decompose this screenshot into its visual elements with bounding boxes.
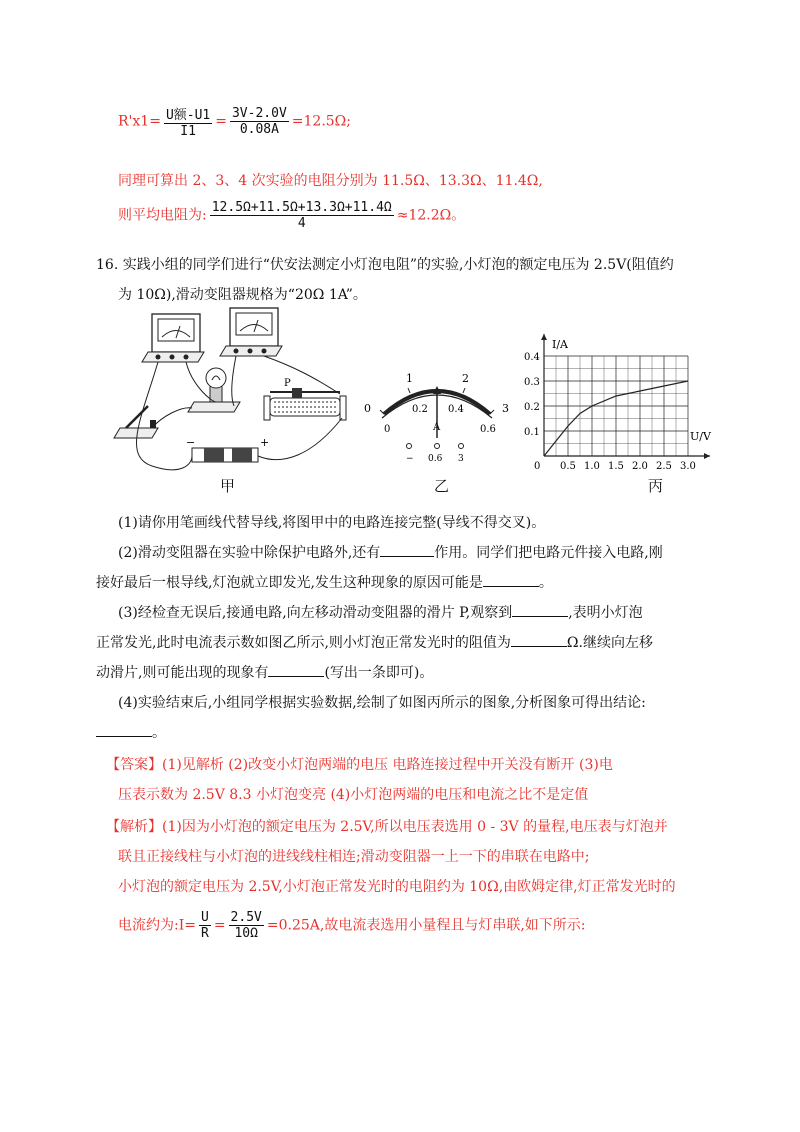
avg-fraction bbox=[210, 200, 394, 231]
analysis-f2-den: 10Ω bbox=[234, 926, 258, 941]
analysis-line4-suffix: =0.25A,故电流表选用小量程且与灯串联,如下所示: bbox=[266, 917, 586, 934]
analysis-line4: 电流约为:I= $\frac{U}{R}$ = $\frac{2.5V}{10\Omega}$ =0.25A,故电流表选用小量程且与灯串联,如下所示: bbox=[118, 910, 586, 941]
avg-prefix: 则平均电阻为: bbox=[118, 207, 207, 224]
formula1-result: =12.5Ω; bbox=[291, 113, 352, 130]
sub2-line2 bbox=[96, 572, 553, 592]
sub4-line1: (4)实验结束后,小组同学根据实验数据,绘制了如图丙所示的图象,分析图象可得出结论: bbox=[118, 695, 646, 711]
dial-top-3: 3 bbox=[502, 402, 509, 415]
formula-r-x1: R'x1= $\frac{\text{U额-U1}}{I1}$ = $\frac{3V-2.0V}{0.08A}$ =12.5Ω; bbox=[118, 106, 352, 139]
sub2d: 。 bbox=[538, 575, 553, 591]
analysis-line1: 【解析】(1)因为小灯泡的额定电压为 2.5V,所以电压表选用 0 - 3V 的量程,电压表与灯泡并 bbox=[106, 819, 668, 835]
dial-bot-2: 0.4 bbox=[448, 404, 464, 415]
terminal-3: 3 bbox=[458, 454, 464, 464]
formula1-den2: 0.08A bbox=[239, 122, 279, 137]
q16-line2: 为 10Ω),滑动变阻器规格为“20Ω 1A”。 bbox=[118, 287, 367, 303]
battery-device bbox=[186, 436, 269, 462]
sub1: (1)请你用笔画线代替导线,将图甲中的电路连接完整(导线不得交叉)。 bbox=[118, 515, 546, 531]
chart-xlabel: U/V bbox=[690, 430, 711, 443]
sub2a: (2)滑动变阻器在实验中除保护电路外,还有 bbox=[118, 545, 381, 561]
formula1-num: U额-U1 bbox=[164, 104, 212, 124]
sub3f: (写出一条即可)。 bbox=[324, 665, 434, 681]
avg-result: ≈12.2Ω。 bbox=[396, 207, 466, 224]
svg-text:−: − bbox=[186, 436, 196, 449]
svg-text:+: + bbox=[260, 436, 270, 449]
ammeter-device bbox=[142, 314, 204, 362]
formula1-fraction-a bbox=[164, 104, 212, 139]
formula1-den: I1 bbox=[180, 124, 196, 139]
caption-jia: 甲 bbox=[220, 477, 236, 495]
analysis-frac2 bbox=[229, 910, 264, 941]
y-tick-label: 0.4 bbox=[524, 352, 540, 363]
svg-text:−: − bbox=[406, 454, 414, 464]
dial-bot-0: 0 bbox=[384, 424, 391, 435]
sub3b: ,表明小灯泡 bbox=[568, 605, 643, 621]
answer-line2: 压表示数为 2.5V 8.3 小灯泡变亮 (4)小灯泡两端的电压和电流之比不是定值 bbox=[118, 787, 589, 803]
x-tick-label: 2.5 bbox=[656, 461, 672, 472]
y-tick-label: 0.2 bbox=[524, 402, 540, 413]
dial-bot-1: 0.2 bbox=[412, 404, 428, 415]
formula1-fraction-b bbox=[230, 106, 289, 137]
avg-num: 12.5Ω+11.5Ω+13.3Ω+11.4Ω bbox=[211, 200, 392, 215]
x-tick-label: 1.5 bbox=[608, 461, 624, 472]
figure-yi-ammeter-dial bbox=[362, 366, 512, 466]
figure-jia-circuit bbox=[112, 306, 362, 486]
dial-top-2: 2 bbox=[462, 372, 469, 385]
sub2-line1 bbox=[118, 542, 663, 562]
sub3c: 正常发光,此时电流表示数如图乙所示,则小灯泡正常发光时的阻值为 bbox=[96, 635, 511, 651]
blank-3a[interactable] bbox=[512, 616, 568, 617]
analysis-line2: 联且正接线柱与小灯泡的进线线柱相连;滑动变阻器一上一下的串联在电路中; bbox=[118, 849, 590, 865]
y-axis-arrow bbox=[541, 334, 547, 340]
caption-bing: 丙 bbox=[648, 477, 664, 495]
sub3-line3 bbox=[96, 662, 433, 682]
dial-bot-3: 0.6 bbox=[480, 424, 496, 435]
x-tick-label: 0 bbox=[534, 461, 541, 472]
formula1-num2: 3V-2.0V bbox=[231, 106, 287, 121]
rheostat-device bbox=[264, 378, 346, 420]
chart-ticks bbox=[524, 352, 696, 472]
answer-line1: 【答案】(1)见解析 (2)改变小灯泡两端的电压 电路连接过程中开关没有断开 (3)电 bbox=[106, 757, 613, 773]
blank-2b[interactable] bbox=[483, 586, 539, 587]
x-tick-label: 3.0 bbox=[680, 461, 696, 472]
blank-4[interactable] bbox=[96, 736, 152, 737]
blank-3b[interactable] bbox=[511, 646, 567, 647]
chart-axes bbox=[541, 334, 710, 459]
dial-top-1: 1 bbox=[406, 372, 413, 385]
x-tick-label: 0.5 bbox=[560, 461, 576, 472]
terminal-0.6: 0.6 bbox=[428, 454, 443, 464]
sub3e: 动滑片,则可能出现的现象有 bbox=[96, 665, 269, 681]
analysis-line3: 小灯泡的额定电压为 2.5V,小灯泡正常发光时的电阻约为 10Ω,由欧姆定律,灯正常发光时的 bbox=[118, 879, 676, 895]
sub3a: (3)经检查无误后,接通电路,向左移动滑动变阻器的滑片 P,观察到 bbox=[118, 605, 513, 621]
chart-grid bbox=[544, 356, 688, 456]
x-tick-label: 1.0 bbox=[584, 461, 600, 472]
figure-bing-iu-chart bbox=[518, 330, 718, 472]
blank-2a[interactable] bbox=[380, 556, 434, 557]
same-calc-line: 同理可算出 2、3、4 次实验的电阻分别为 11.5Ω、13.3Ω、11.4Ω, bbox=[118, 173, 543, 189]
dial-top-0: 0 bbox=[364, 402, 371, 415]
sub3d: Ω.继续向左移 bbox=[566, 635, 653, 651]
switch-device bbox=[114, 406, 158, 438]
formula1-lhs: R'x1= bbox=[118, 113, 161, 130]
sub4-line2 bbox=[96, 722, 166, 742]
average-formula bbox=[118, 200, 465, 231]
avg-den: 4 bbox=[297, 216, 306, 231]
svg-text:P: P bbox=[284, 378, 291, 389]
sub2c: 接好最后一根导线,灯泡就立即发光,发生这种现象的原因可能是 bbox=[96, 575, 483, 591]
chart-ylabel: I/A bbox=[552, 338, 568, 351]
q16-line1: 16. 实践小组的同学们进行“伏安法测定小灯泡电阻”的实验,小灯泡的额定电压为 2.5V(阻值约 bbox=[96, 257, 674, 273]
analysis-f1-num: U bbox=[200, 910, 209, 925]
dial-unit: A bbox=[433, 422, 441, 433]
sub2b: 作用。同学们把电路元件接入电路,刚 bbox=[434, 545, 663, 561]
analysis-f2-num: 2.5V bbox=[230, 910, 262, 925]
sub3-line2 bbox=[96, 632, 653, 652]
y-tick-label: 0.3 bbox=[524, 377, 540, 388]
blank-3c[interactable] bbox=[268, 676, 324, 677]
analysis-line4-prefix: 电流约为:I= bbox=[118, 917, 196, 934]
y-tick-label: 0.1 bbox=[524, 427, 540, 438]
caption-yi: 乙 bbox=[434, 477, 450, 495]
sub4b: 。 bbox=[152, 725, 166, 741]
voltmeter-device bbox=[220, 308, 282, 356]
analysis-frac1 bbox=[199, 910, 211, 941]
x-tick-label: 2.0 bbox=[632, 461, 648, 472]
analysis-f1-den: R bbox=[200, 926, 209, 941]
x-axis-arrow bbox=[704, 453, 710, 459]
sub3-line1 bbox=[118, 602, 643, 622]
